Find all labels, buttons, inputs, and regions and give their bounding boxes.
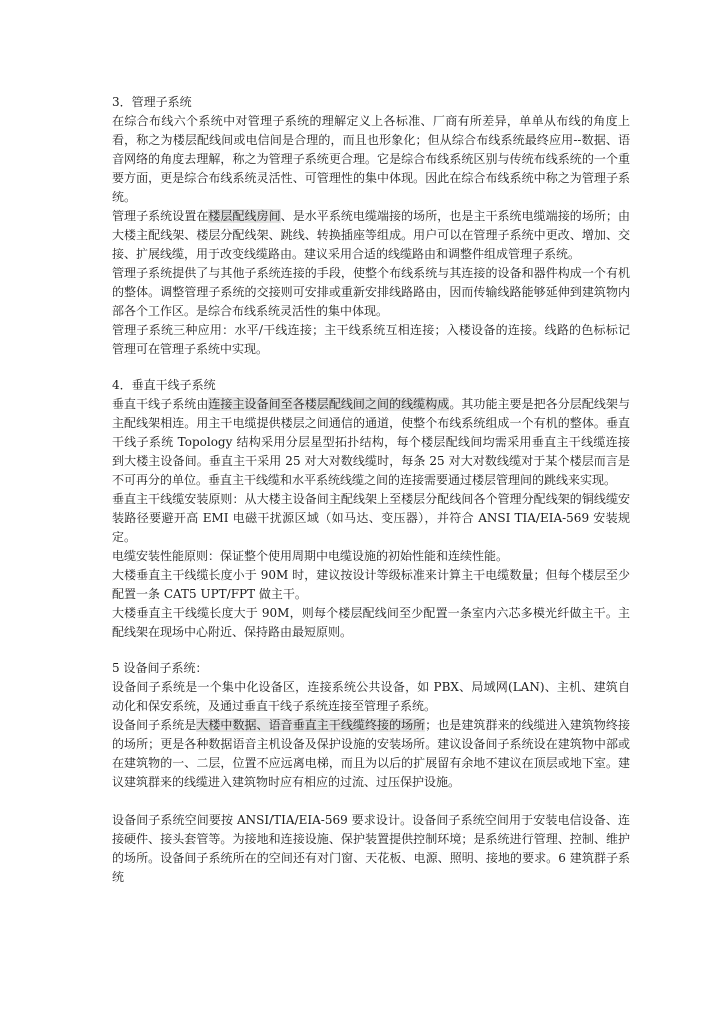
section-equipment-room-subsystem [112, 659, 630, 792]
section-heading: 4．垂直干线子系统 [112, 378, 216, 392]
text-run: 设备间子系统是 [112, 718, 197, 732]
paragraph [112, 678, 630, 716]
highlighted-text: 楼层配线房间 [208, 209, 281, 223]
text-run: 垂直主干线缆安装原则：从大楼主设备间主配线架上至楼层分配线间各个管理分配线架的铜线缆安装路径要避开高 EMI 电磁干扰源区域（如马达、变压器），并符合 ANSI TIA/EIA-569 安装规定。 [112, 492, 630, 544]
document-body [112, 93, 630, 887]
paragraph [112, 207, 630, 264]
highlighted-text: 大楼中数据、语音垂直主干线缆终接的场所 [196, 718, 426, 732]
section-spacer [112, 792, 630, 811]
text-run: 大楼垂直主干线缆长度大于 90M，则每个楼层配线间至少配置一条室内六芯多模光纤做主干。主配线架在现场中心附近、保持路由最短原则。 [112, 606, 630, 639]
section-spacer [112, 359, 630, 376]
text-run: 垂直干线子系统由 [112, 397, 209, 411]
section-spacer [112, 642, 630, 659]
text-run: 。其功能主要是把各分层配线架与主配线架相连。用主干电缆提供楼层之间通信的通道，使整个布线系统组成一个有机的整体。垂直干线子系统 Topology 结构采用分层星型拓扑结构，每个楼层配线间均需采用垂直主干线缆连接到大楼主设备间。垂直主干采用 25 对大对数线缆时，每条 25 对大对数线缆对于某个楼层而言是不可再分的单位。垂直主干线缆和水平系统线缆之间的连接需要通过楼层管理间的跳线来实现。 [112, 397, 630, 487]
paragraph [112, 321, 630, 359]
paragraph [112, 395, 630, 490]
highlighted-text: 连接主设备间至各楼层配线间之间的线缆构成 [208, 397, 450, 411]
paragraph [112, 604, 630, 642]
text-run: 、是水平系统电缆端接的场所，也是主干系统电缆端接的场所；由大楼主配线架、楼层分配线架、跳线、转换插座等组成。用户可以在管理子系统中更改、增加、交接、扩展线缆，用于改变线缆路由。建议采用合适的线缆路由和调整件组成管理子系统。 [112, 209, 630, 261]
section-heading: 5 设备间子系统： [112, 661, 208, 675]
paragraph [112, 566, 630, 604]
text-run: 在综合布线六个系统中对管理子系统的理解定义上各标准、厂商有所差异，单单从布线的角度上看，称之为楼层配线间或电信间是合理的，而且也形象化；但从综合布线系统最终应用--数据、语音网络的角度去理解，称之为管理子系统更合理。它是综合布线系统区别与传统布线系统的一个重要方面，更是综合布线系统灵活性、可管理性的集中体现。因此在综合布线系统中称之为管理子系统。 [112, 114, 630, 204]
text-run: 设备间子系统是一个集中化设备区，连接系统公共设备，如 PBX、局域网(LAN)、主机、建筑自动化和保安系统，及通过垂直干线子系统连接至管理子系统。 [112, 680, 630, 713]
paragraph [112, 716, 630, 792]
section-equipment-room-space [112, 811, 630, 887]
paragraph [112, 490, 630, 547]
paragraph [112, 547, 630, 566]
text-run: ；也是建筑群来的线缆进入建筑物终接的场所；更是各种数据语音主机设备及保护设施的安装场所。建议设备间子系统设在建筑物中部或在建筑物的一、二层，位置不应远离电梯，而且为以后的扩展留有余地不建议在顶层或地下室。建议建筑群来的线缆进入建筑物时应有相应的过流、过压保护设施。 [112, 718, 630, 789]
text-run: 管理子系统三种应用：水平/干线连接；主干线系统互相连接；入楼设备的连接。线路的色标标记管理可在管理子系统中实现。 [112, 323, 630, 356]
paragraph [112, 264, 630, 321]
section-heading: 3．管理子系统 [112, 95, 192, 109]
section-management-subsystem [112, 93, 630, 359]
text-run: 电缆安装性能原则：保证整个使用周期中电缆设施的初始性能和连续性能。 [112, 549, 509, 563]
paragraph [112, 112, 630, 207]
paragraph [112, 811, 630, 887]
text-run: 大楼垂直主干线缆长度小于 90M 时，建议按设计等级标准来计算主干电缆数量；但每个楼层至少配置一条 CAT5 UPT/FPT 做主干。 [112, 568, 630, 601]
text-run: 管理子系统提供了与其他子系统连接的手段，使整个布线系统与其连接的设备和器件构成一个有机的整体。调整管理子系统的交接则可安排或重新安排线路路由，因而传输线路能够延伸到建筑物内部各个工作区。是综合布线系统灵活性的集中体现。 [112, 266, 630, 318]
section-vertical-backbone-subsystem [112, 376, 630, 642]
text-run: 管理子系统设置在 [112, 209, 209, 223]
text-run: 设备间子系统空间要按 ANSI/TIA/EIA-569 要求设计。设备间子系统空间用于安装电信设备、连接硬件、接头套管等。为接地和连接设施、保护装置提供控制环境；是系统进行管理、控制、维护的场所。设备间子系统所在的空间还有对门窗、天花板、电源、照明、接地的要求。6 建筑群子系统 [112, 813, 630, 884]
